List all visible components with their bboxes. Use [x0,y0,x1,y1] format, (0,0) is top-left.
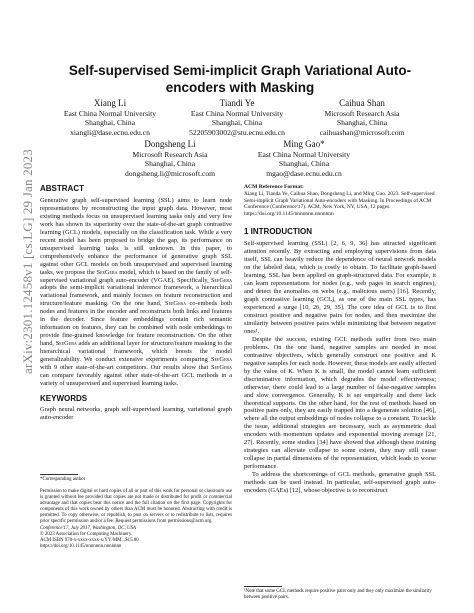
author-name: Ming Gao* [283,139,325,149]
author-name: Caihua Shan [339,98,385,108]
copyright-line: © 2023 Association for Computing Machinery. [40,531,133,537]
author-name: Dongsheng Li [144,139,196,149]
corresponding-note: *Corresponding author [40,477,86,482]
paper-title: Self-supervised Semi-implicit Graph Variational Auto-encoders with Masking [68,63,412,95]
reference-format-heading: ACM Reference Format: [244,184,304,190]
author-block [292,98,432,137]
author-affiliation: East China Normal University [63,109,157,118]
author-block [40,98,180,137]
author-email: xiangli@dase.ecnu.edu.cn [70,127,150,137]
author-email: mgao@dase.ecnu.edu.cn [266,168,342,178]
author-email: caihuashan@microsoft.com [319,127,405,137]
footnote-text: ¹Note that some GCL methods require positive pairs only and they only maximize the similarity between positive pairs. [244,589,432,601]
abstract-text: Generative graph self-supervised learning (SSL) aims to learn node representations by reconstructing the input graph data. However, most existing methods focus on unsupervised learning tasks only and very few work has shown its superiority over the state-of-the-art graph contrastive learning (GCL) models, especially on the classification task. While a very recent model has been proposed to bridge the gap, its performance on unsupervised learning tasks is still unknown. In this paper, to comprehensively enhance the performance of generative graph SSL against other GCL models on both unsupervised and supervised learning tasks, we propose the SeeGera model, which is based on the family of self-supervised variational graph auto-encoder (VGAE). Specifically, SeeGera adopts the semi-implicit variational inference framework, a hierarchical variational framework, and mainly focuses on feature reconstruction and structure/feature masking. On the one hand, SeeGera co-embeds both nodes and features in the encoder and reconstructs both links and features in the decoder. Since feature embeddings contain rich semantic information on features, they can be combined with node embeddings to provide fine-grained knowledge for feature reconstruction. On the other hand, SeeGera adds an additional layer for structure/feature masking to the hierarchical variational framework, which boosts the model generalizability. We conduct extensive experiments comparing SeeGera with 9 other state-of-the-art competitors. Our results show that SeeGera can compare favorably against other state-of-the-art GCL methods in a variety of unsupervised and supervised learning tasks. [40,197,232,387]
author-location: Shanghai, China [84,118,136,128]
author-location: Shanghai, China [144,159,196,169]
author-block [100,139,240,178]
keywords-text: Graph neural networks, graph self-supervised learning, variational graph auto-encoder [40,405,232,421]
author-email: 52205903002@stu.ecnu.edu.cn [189,127,285,137]
intro-paragraph: To address the shortcomings of GCL methods, generative graph SSL methods can be used instead. In particular, self-supervised graph auto-encoders (GAEs) [12], whose objective is to reconstruct [244,471,436,495]
author-affiliation: Microsoft Research Asia [324,109,400,118]
abstract-heading: ABSTRACT [40,184,84,193]
author-block [167,98,307,137]
author-block [234,139,374,178]
author-location: Shanghai, China [211,118,263,128]
footnote-rule [40,474,78,475]
author-affiliation: Microsoft Research Asia [132,150,208,159]
footnote-rule [244,586,282,587]
doi-link[interactable]: https://doi.org/10.1145/nnnnnnn.nnnnnnn [40,543,122,549]
conference-line: Conference'17, July 2017, Washington, DC, USA [40,525,136,531]
reference-format-text: Xiang Li, Tianda Ye, Caihua Shan, Dongsheng Li, and Ming Gao. 2023. Self-supervised Semi-implicit Graph Variational Auto-encoders with Masking. In Proceedings of ACM Conference (Conference'17). ACM, New York, NY, USA, 12 pages. https://doi.org/10.1145/nnnnnnn.nnnnnnn [244,191,435,217]
isbn-line: ACM ISBN 978-x-xxxx-xxxx-x/YY/MM...$15.00 [40,537,139,543]
introduction-heading: 1 INTRODUCTION [244,227,312,237]
intro-paragraph: Despite the success, existing GCL methods suffer from two main problems. On the one hand, negative samples are needed in most contrastive objectives, which generally construct one positive and K negative samples for each node. However, these models are easily affected by the value of K. When K is small, the model cannot learn sufficient discriminative information, which degrades the model effectiveness; otherwise, there could lead to a large number of false-negative samples and slow convergence. Generally, K is set empirically and there lack theoretical supports. On the other hand, for the rest of methods based on positive pairs only, they are easily trapped into a degenerate solution [46], where all the output embeddings of nodes collapse to a constant. To tackle the issue, additional strategies are necessary, such as asymmetric dual encoders with momentum updates and exponential moving average [21, 27]. Recently, some studies [34] have showed that although these training strategies can alleviate collapse to some extent, they may still cause collapse in partial dimensions of the representation, which leads to worse performance. [244,335,436,471]
permission-block [40,489,232,550]
intro-paragraph: Self-supervised learning (SSL) [2, 6, 9, 36] has attracted significant attention recently. By extracting and employing supervisions from data itself, SSL can heavily reduce the dependence of neural network models on the labeled data, which is costly to obtain. To facilitate graph-based learning, SSL has been applied on graph-structured data. For example, it can learn representations for nodes (e.g., web pages in search engines), and detect the anomalies on webs (e.g., malicious users) [16]. Recently, graph contrastive learning (GCL), as one of the main SSL types, has experienced a surge [10, 26, 29, 35]. The core idea of GCL is to first construct positive and negative pairs for nodes, and then maximize the similarity between positive pairs while minimizing that between negative ones¹. [244,240,436,335]
right-column [244,184,436,495]
keywords-heading: KEYWORDS [40,393,88,403]
author-name: Xiang Li [93,98,127,108]
author-location: Shanghai, China [278,159,330,169]
permission-text: Permission to make digital or hard copies of all or part of this work for personal or classroom use is granted without fee provided that copies are not made or distributed for profit or commercial advantage and that copies bear this notice and the full citation on the first page. Copyrights for components of this work owned by others than ACM must be honored. Abstracting with credit is permitted. To copy otherwise, or republish, to post on servers or to redistribute to lists, requires prior specific permission and/or a fee. Request permissions from permissions@acm.org. [40,489,232,525]
author-location: Shanghai, China [336,118,388,128]
arxiv-identifier: arXiv:2301.12458v1 [cs.LG] 29 Jan 2023 [20,149,35,374]
author-name: Tiandi Ye [219,98,255,108]
left-column [40,184,232,422]
author-affiliation: East China Normal University [257,150,351,159]
author-affiliation: East China Normal University [190,109,284,118]
author-email: dongsheng.li@microsoft.com [124,168,216,178]
